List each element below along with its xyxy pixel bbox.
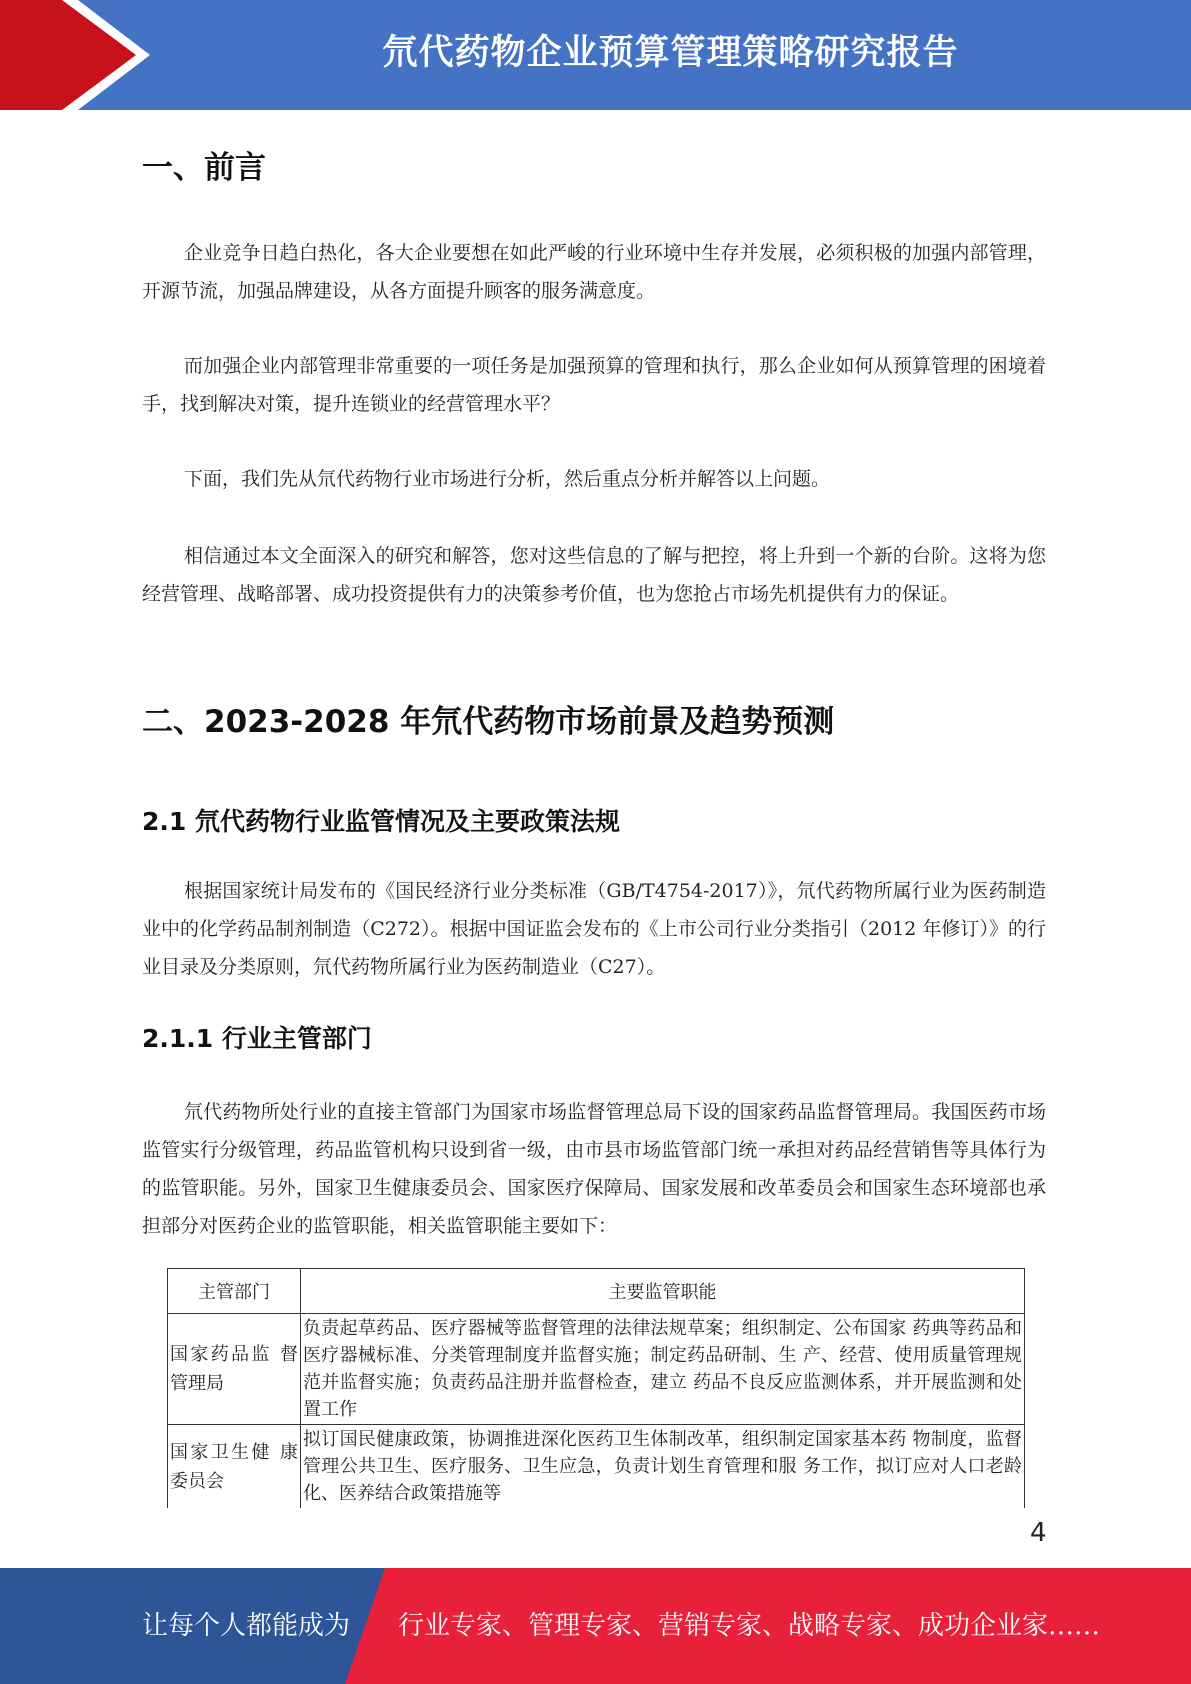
subsection-heading: 2.1 氘代药物行业监管情况及主要政策法规	[142, 807, 620, 836]
paragraph: 根据国家统计局发布的《国民经济行业分类标准（GB/T4754-2017）》，氘代药物所属行业为医药制造业中的化学药品制剂制造（C272）。根据中国证监会发布的《上市公司行业分类指引（2012 年修订）》的行业目录及分类原则，氘代药物所属行业为医药制造业（C27）。	[142, 880, 1046, 978]
section-heading-forecast: 二、2023-2028 年氘代药物市场前景及趋势预测	[142, 704, 835, 740]
table-row	[168, 1425, 1025, 1509]
table-row	[168, 1314, 1025, 1425]
regulator-table	[167, 1268, 1025, 1508]
paragraph: 氘代药物所处行业的直接主管部门为国家市场监督管理总局下设的国家药品监督管理局。我国医药市场监管实行分级管理，药品监管机构只设到省一级，由市县市场监管部门统一承担对药品经营销售等具体行为的监管职能。另外，国家卫生健康委员会、国家医疗保障局、国家发展和改革委员会和国家生态环境部也承担部分对医药企业的监管职能，相关监管职能主要如下：	[142, 1101, 1046, 1237]
footer-band	[0, 1568, 1191, 1684]
paragraph: 下面，我们先从氘代药物行业市场进行分析，然后重点分析并解答以上问题。	[184, 468, 831, 490]
chevron-arrow-icon	[0, 0, 160, 110]
paragraph: 企业竞争日趋白热化，各大企业要想在如此严峻的行业环境中生存并发展，必须积极的加强内部管理，开源节流，加强品牌建设，从各方面提升顾客的服务满意度。	[142, 242, 1046, 302]
footer-slogan-left: 让每个人都能成为	[142, 1611, 351, 1641]
table-cell-duty: 负责起草药品、医疗器械等监督管理的法律法规草案；组织制定、公布国家 药典等药品和医疗器械标准、分类管理制度并监督实施；制定药品研制、生 产、经营、使用质量管理规范并监督实施；负责药品注册并监督检查，建立 药品不良反应监测体系，并开展监测和处置工作	[301, 1314, 1025, 1425]
column-header: 主管部门	[168, 1269, 301, 1314]
table-cell-duty: 拟订国民健康政策，协调推进深化医药卫生体制改革，组织制定国家基本药 物制度，监督管理公共卫生、医疗服务、卫生应急，负责计划生育管理和服 务工作，拟订应对人口老龄化、医养结合政策措施等	[301, 1425, 1025, 1509]
subsubsection-heading: 2.1.1 行业主管部门	[142, 1024, 372, 1053]
report-title: 氘代药物企业预算管理策略研究报告	[382, 33, 959, 73]
paragraph: 相信通过本文全面深入的研究和解答，您对这些信息的了解与把控，将上升到一个新的台阶。这将为您经营管理、战略部署、成功投资提供有力的决策参考价值，也为您抢占市场先机提供有力的保证。	[142, 545, 1046, 605]
table-cell-dept: 国家卫生健 康委员会	[168, 1425, 301, 1509]
page-number: 4	[1030, 1518, 1047, 1548]
table-cell-dept: 国家药品监 督管理局	[168, 1314, 301, 1425]
section-heading-preface: 一、前言	[142, 150, 266, 186]
header-band	[0, 0, 1191, 110]
table-header-row	[168, 1269, 1025, 1314]
paragraph: 而加强企业内部管理非常重要的一项任务是加强预算的管理和执行，那么企业如何从预算管理的困境着手，找到解决对策，提升连锁业的经营管理水平？	[142, 355, 1046, 415]
column-header: 主要监管职能	[301, 1269, 1025, 1314]
footer-slogan-right: 行业专家、管理专家、营销专家、战略专家、成功企业家……	[398, 1611, 1101, 1641]
